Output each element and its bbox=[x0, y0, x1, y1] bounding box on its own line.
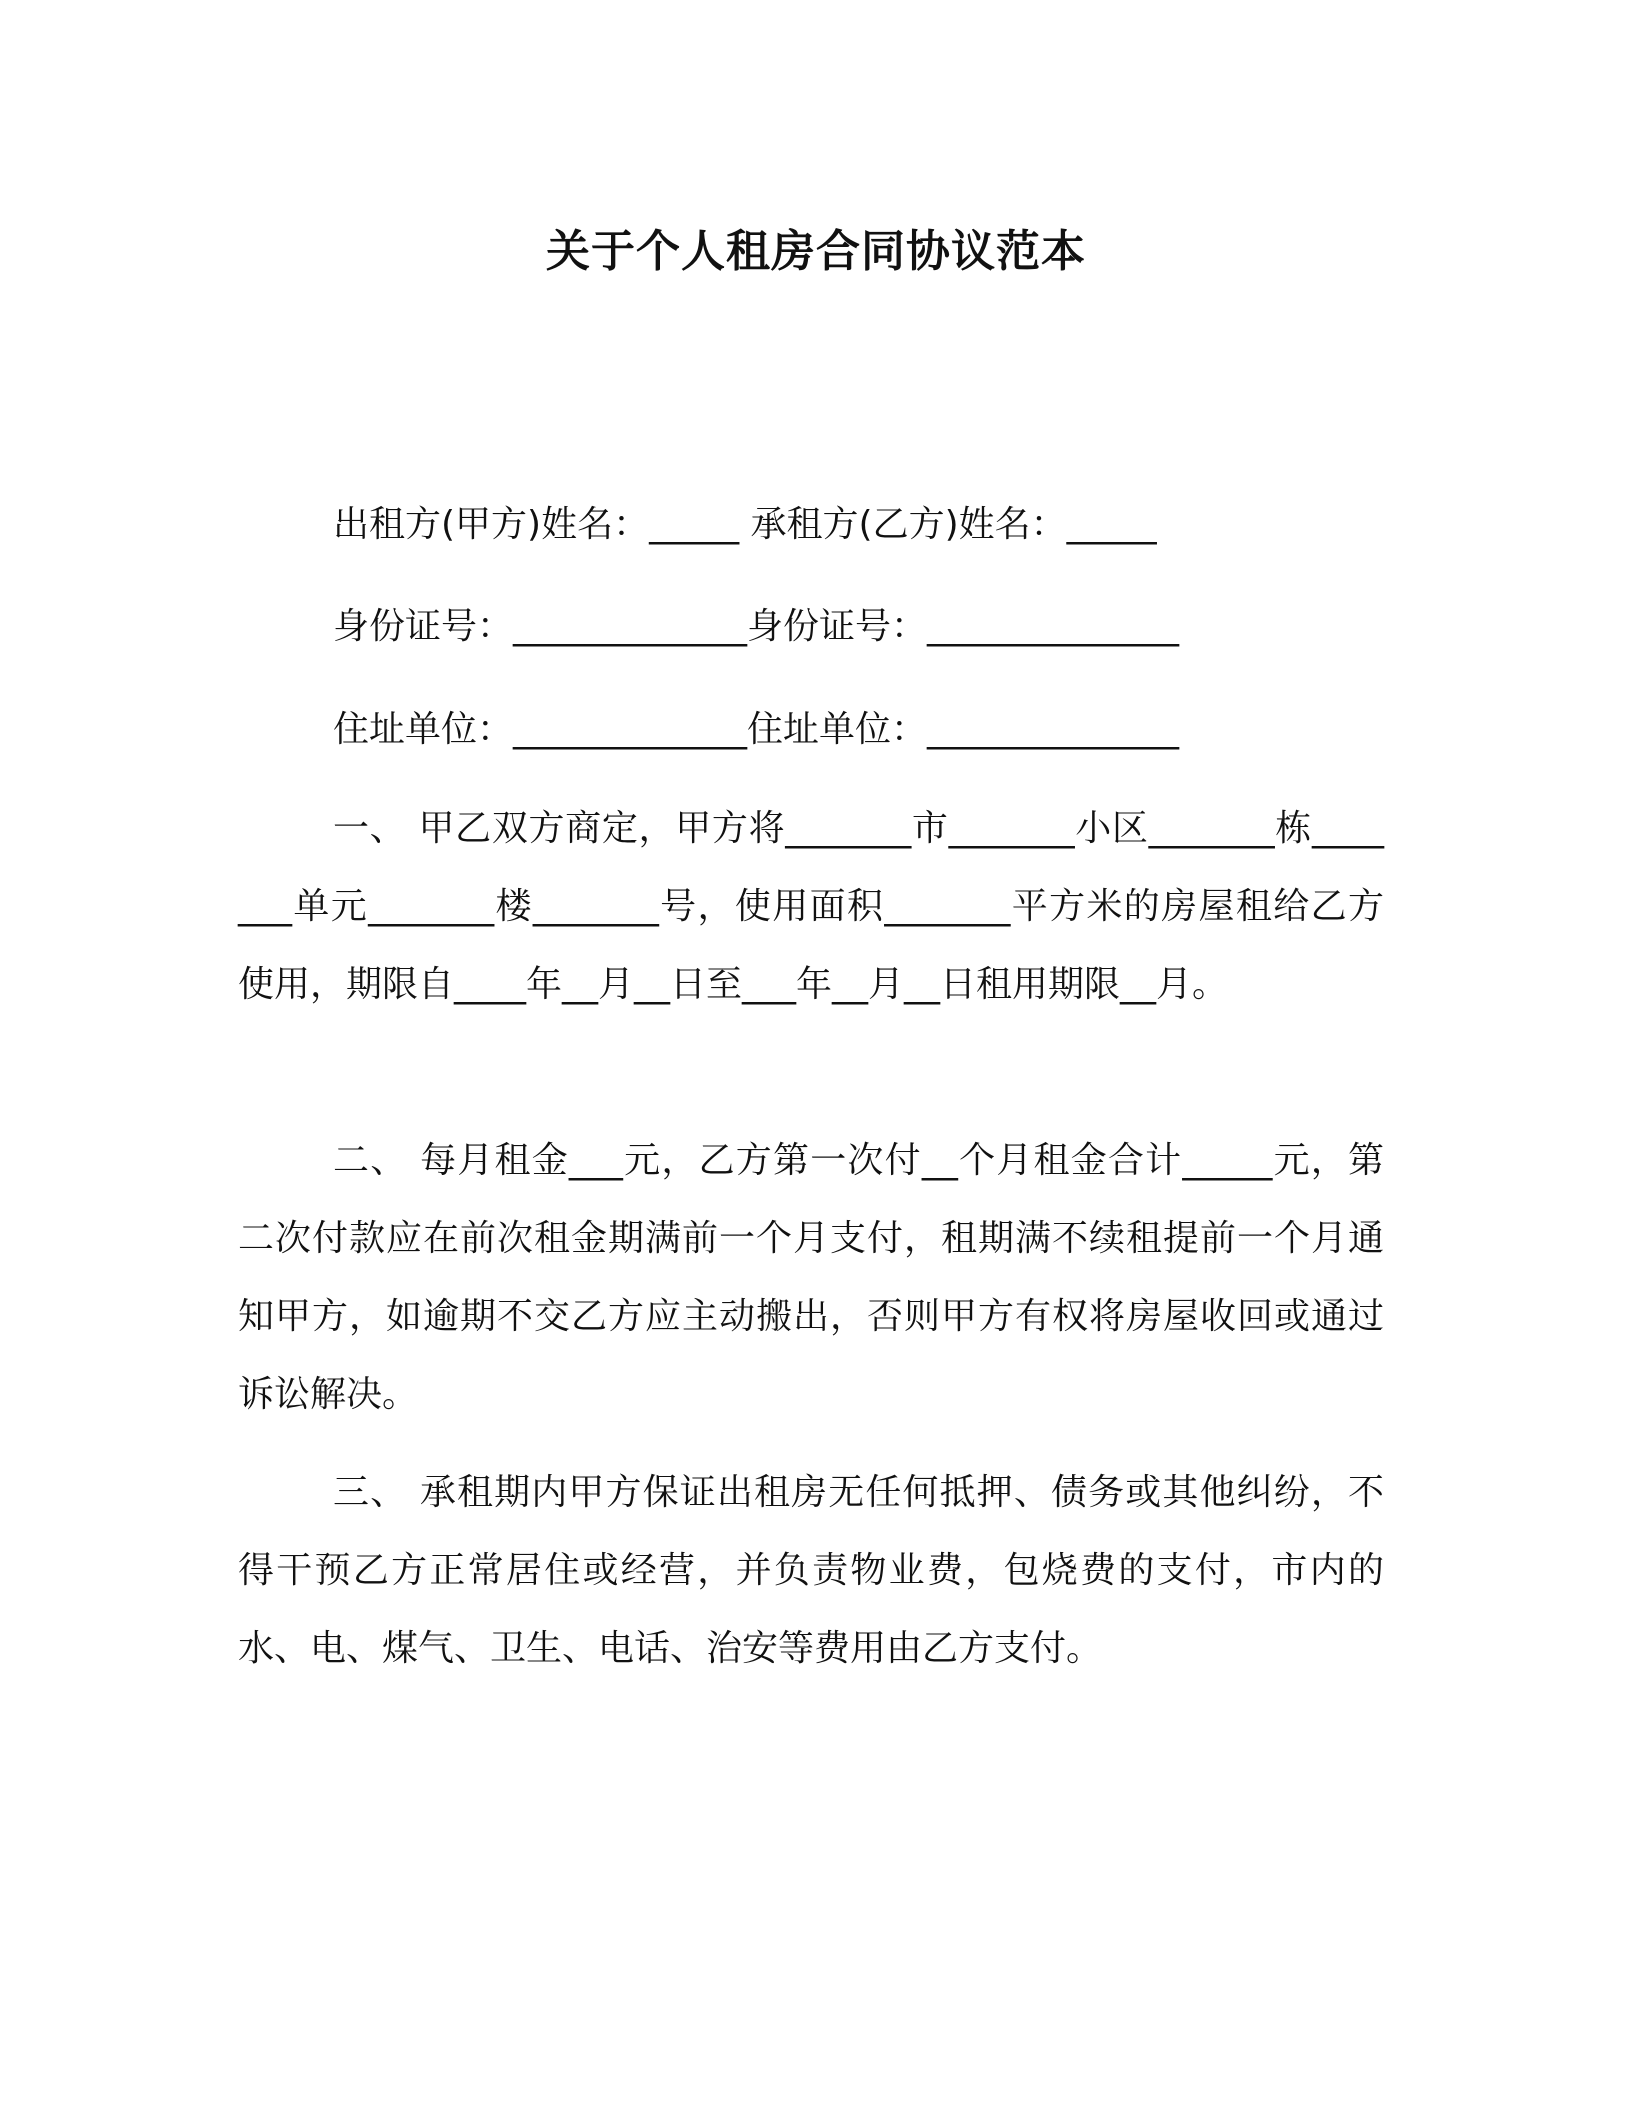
party-address-line: 住址单位：_____________住址单位：______________ bbox=[333, 709, 1180, 750]
document-title: 关于个人租房合同协议范本 bbox=[546, 226, 1086, 277]
party-id-line: 身份证号：_____________身份证号：______________ bbox=[333, 606, 1180, 647]
clause-2: 二、 每月租金___元，乙方第一次付__个月租金合计_____元，第二次付款应在前次租金期满前一个月支付，租期满不续租提前一个月通知甲方，如逾期不交乙方应主动搬出，否则甲方有权将房屋收回或通过诉讼解决。 bbox=[238, 1140, 1384, 1415]
clause-1: 一、 甲乙双方商定，甲方将_______市_______小区_______栋_______单元_______楼_______号，使用面积_______平方米的房屋租给乙方使用，期限自____年__月__日至___年__月__日租用期限__月。 bbox=[238, 808, 1384, 1005]
clause-3: 三、 承租期内甲方保证出租房无任何抵押、债务或其他纠纷，不得干预乙方正常居住或经营，并负责物业费，包烧费的支付，市内的水、电、煤气、卫生、电话、治安等费用由乙方支付。 bbox=[238, 1472, 1384, 1669]
party-names-line: 出租方(甲方)姓名：_____ 承租方(乙方)姓名：_____ bbox=[333, 504, 1157, 545]
